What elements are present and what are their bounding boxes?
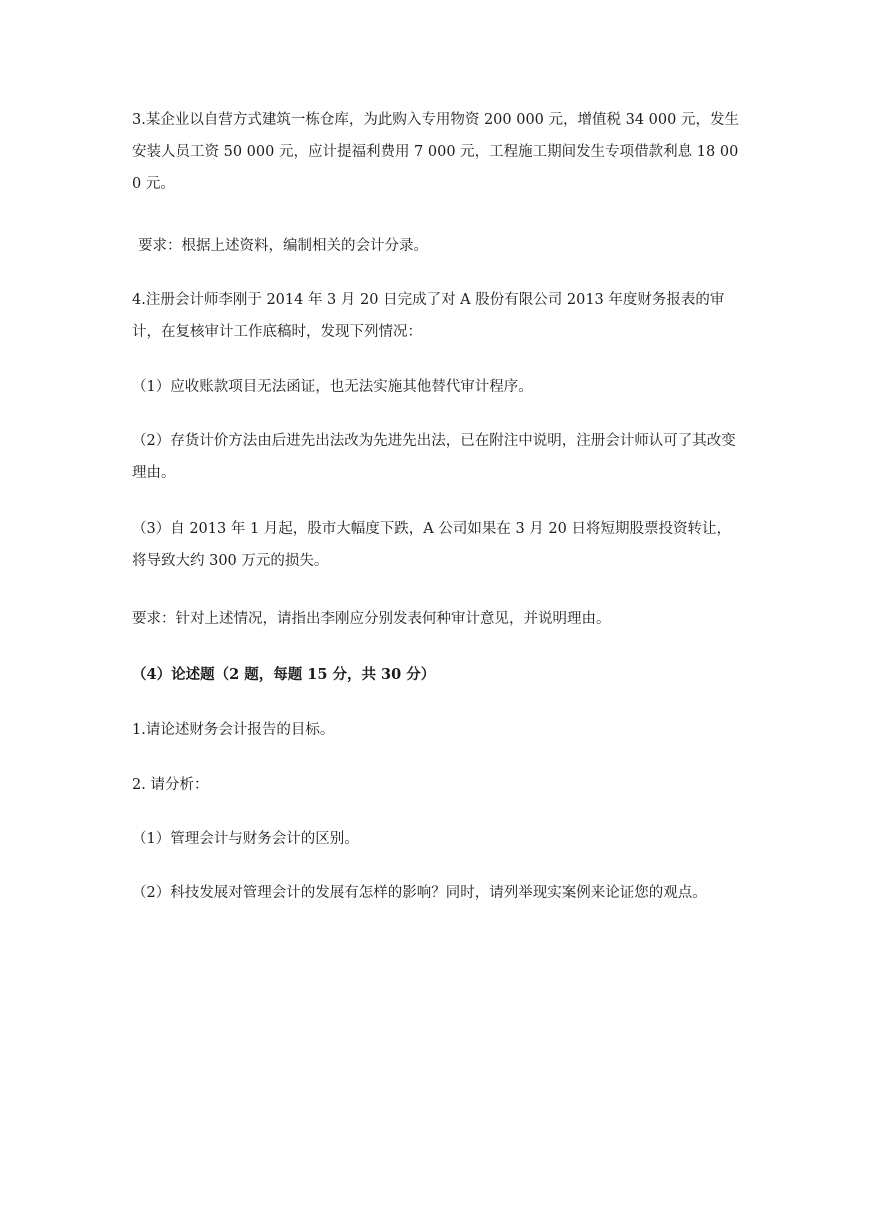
question-3: 3.某企业以自营方式建筑一栋仓库，为此购入专用物资 200 000 元，增值税 34 000 元，发生安装人员工资 50 000 元，应计提福利费用 7 000 元，工程施工期间发生专项借款利息 18 000 元。	[132, 112, 739, 192]
document-page	[132, 0, 742, 1228]
essay-question-1: 1.请论述财务会计报告的目标。	[132, 722, 335, 738]
question-4: 4.注册会计师李刚于 2014 年 3 月 20 日完成了对 A 股份有限公司 2013 年度财务报表的审计，在复核审计工作底稿时，发现下列情况：	[132, 292, 725, 340]
question-4-requirement: 要求：针对上述情况，请指出李刚应分别发表何种审计意见，并说明理由。	[132, 611, 611, 627]
essay-question-2: 2. 请分析：	[132, 777, 209, 793]
section-essay-heading: （4）论述题（2 题，每题 15 分，共 30 分）	[132, 666, 436, 683]
question-4-item-3: （3）自 2013 年 1 月起，股市大幅度下跌，A 公司如果在 3 月 20 日将短期股票投资转让，将导致大约 300 万元的损失。	[132, 521, 731, 569]
question-4-item-2: （2）存货计价方法由后进先出法改为先进先出法，已在附注中说明，注册会计师认可了其改变理由。	[132, 433, 736, 481]
essay-question-2-item-1: （1）管理会计与财务会计的区别。	[132, 831, 359, 847]
essay-question-2-item-2: （2）科技发展对管理会计的发展有怎样的影响？同时，请列举现实案例来论证您的观点。	[132, 885, 707, 901]
question-4-item-1: （1）应收账款项目无法函证，也无法实施其他替代审计程序。	[132, 379, 533, 395]
question-3-requirement: 要求：根据上述资料，编制相关的会计分录。	[138, 238, 428, 254]
